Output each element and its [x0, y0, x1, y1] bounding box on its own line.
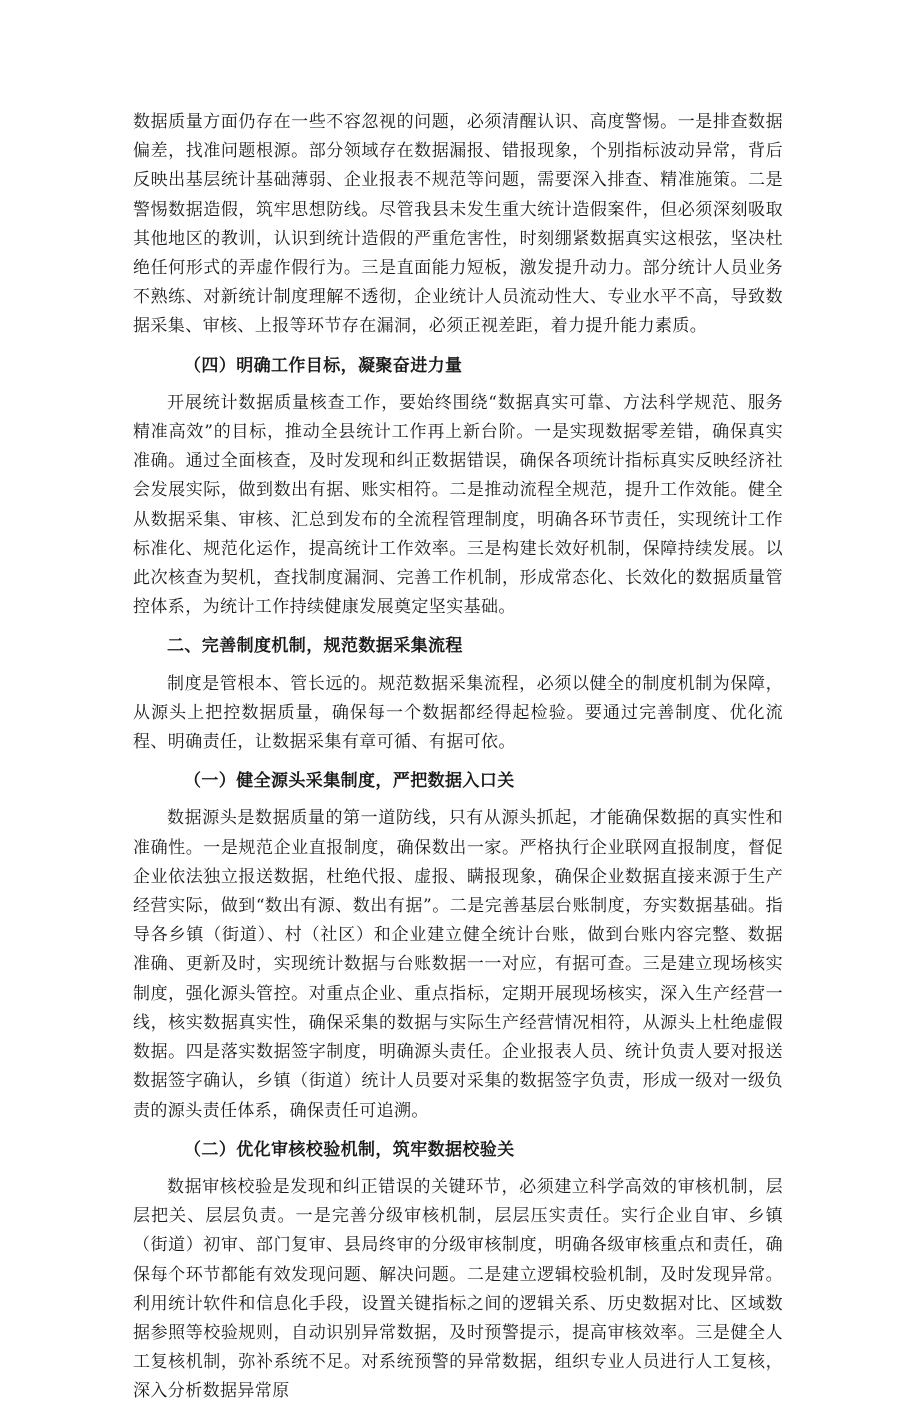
spacer	[133, 1165, 783, 1173]
subsection-heading-two: （二）优化审核校验机制，筑牢数据校验关	[184, 1139, 515, 1160]
subsection-one-paragraph: 数据源头是数据质量的第一道防线，只有从源头抓起，才能确保数据的真实性和准确性。一是规范企业直报制度，确保数出一家。严格执行企业联网直报制度，督促企业依法独立报送数据，杜绝代报、虚报、瞒报现象，确保企业数据直接来源于生产经营实际，做到“数出有源、数出有据”。二是完善基层台账制度，夯实数据基础。指导各乡镇（街道）、村（社区）和企业建立健全统计台账，做到台账内容完整、数据准确、更新及时，实现统计数据与台账数据一一对应，有据可查。三是建立现场核实制度，强化源头管控。对重点企业、重点指标，定期开展现场核实，深入生产经营一线，核实数据真实性，确保采集的数据与实际生产经营情况相符，从源头上杜绝虚假数据。四是落实数据签字制度，明确源头责任。企业报表人员、统计负责人要对报送数据签字确认，乡镇（街道）统计人员要对采集的数据签字负责，形成一级对一级负责的源头责任体系，确保责任可追溯。	[133, 808, 783, 1121]
section-heading-four: （四）明确工作目标，凝聚奋进力量	[184, 355, 463, 376]
document-page	[133, 108, 783, 1407]
intro-paragraph: 数据质量方面仍存在一些不容忽视的问题，必须清醒认识、高度警惕。一是排查数据偏差，找准问题根源。部分领域存在数据漏报、错报现象，个别指标波动异常，背后反映出基层统计基础薄弱、企业报表不规范等问题，需要深入排查、精准施策。二是警惕数据造假，筑牢思想防线。尽管我县未发生重大统计造假案件，但必须深刻吸取其他地区的教训，认识到统计造假的严重危害性，时刻绷紧数据真实这根弦，坚决杜绝任何形式的弄虚作假行为。三是直面能力短板，激发提升动力。部分统计人员业务不熟练、对新统计制度理解不透彻，企业统计人员流动性大、专业水平不高，导致数据采集、审核、上报等环节存在漏洞，必须正视差距，着力提升能力素质。	[133, 112, 783, 337]
spacer	[133, 342, 783, 352]
subsection-two-paragraph: 数据审核校验是发现和纠正错误的关键环节，必须建立科学高效的审核机制，层层把关、层层负责。一是完善分级审核机制，层层压实责任。实行企业自审、乡镇（街道）初审、部门复审、县局终审的分级审核制度，明确各级审核重点和责任，确保每个环节都能有效发现问题、解决问题。二是建立逻辑校验机制，及时发现异常。利用统计软件和信息化手段，设置关键指标之间的逻辑关系、历史数据对比、区域数据参照等校验规则，自动识别异常数据，及时预警提示，提高审核效率。三是健全人工复核机制，弥补系统不足。对系统预警的异常数据，组织专业人员进行人工复核，深入分析数据异常原	[133, 1176, 783, 1402]
spacer	[133, 622, 783, 632]
spacer	[133, 1126, 783, 1136]
spacer	[133, 796, 783, 804]
chapter-two-paragraph: 制度是管根本、管长远的。规范数据采集流程，必须以健全的制度机制为保障，从源头上把控数据质量，确保每一个数据都经得起检验。要通过完善制度、优化流程、明确责任，让数据采集有章可循、有据可依。	[133, 673, 783, 753]
section-four-paragraph: 开展统计数据质量核查工作，要始终围绕“数据真实可靠、方法科学规范、服务精准高效”的目标，推动全县统计工作再上新台阶。一是实现数据零差错，确保真实准确。通过全面核查，及时发现和纠正数据错误，确保各项统计指标真实反映经济社会发展实际，做到数出有据、账实相符。二是推动流程全规范，提升工作效能。健全从数据采集、审核、汇总到发布的全流程管理制度，明确各环节责任，实现统计工作标准化、规范化运作，提高统计工作效率。三是构建长效好机制，保障持续发展。以此次核查为契机，查找制度漏洞、完善工作机制，形成常态化、长效化的数据质量管控体系，为统计工作持续健康发展奠定坚实基础。	[133, 392, 783, 618]
spacer	[133, 757, 783, 767]
spacer	[133, 381, 783, 389]
spacer	[133, 662, 783, 670]
subsection-heading-one: （一）健全源头采集制度，严把数据入口关	[184, 771, 515, 792]
chapter-heading-two: 二、完善制度机制，规范数据采集流程	[167, 636, 463, 657]
